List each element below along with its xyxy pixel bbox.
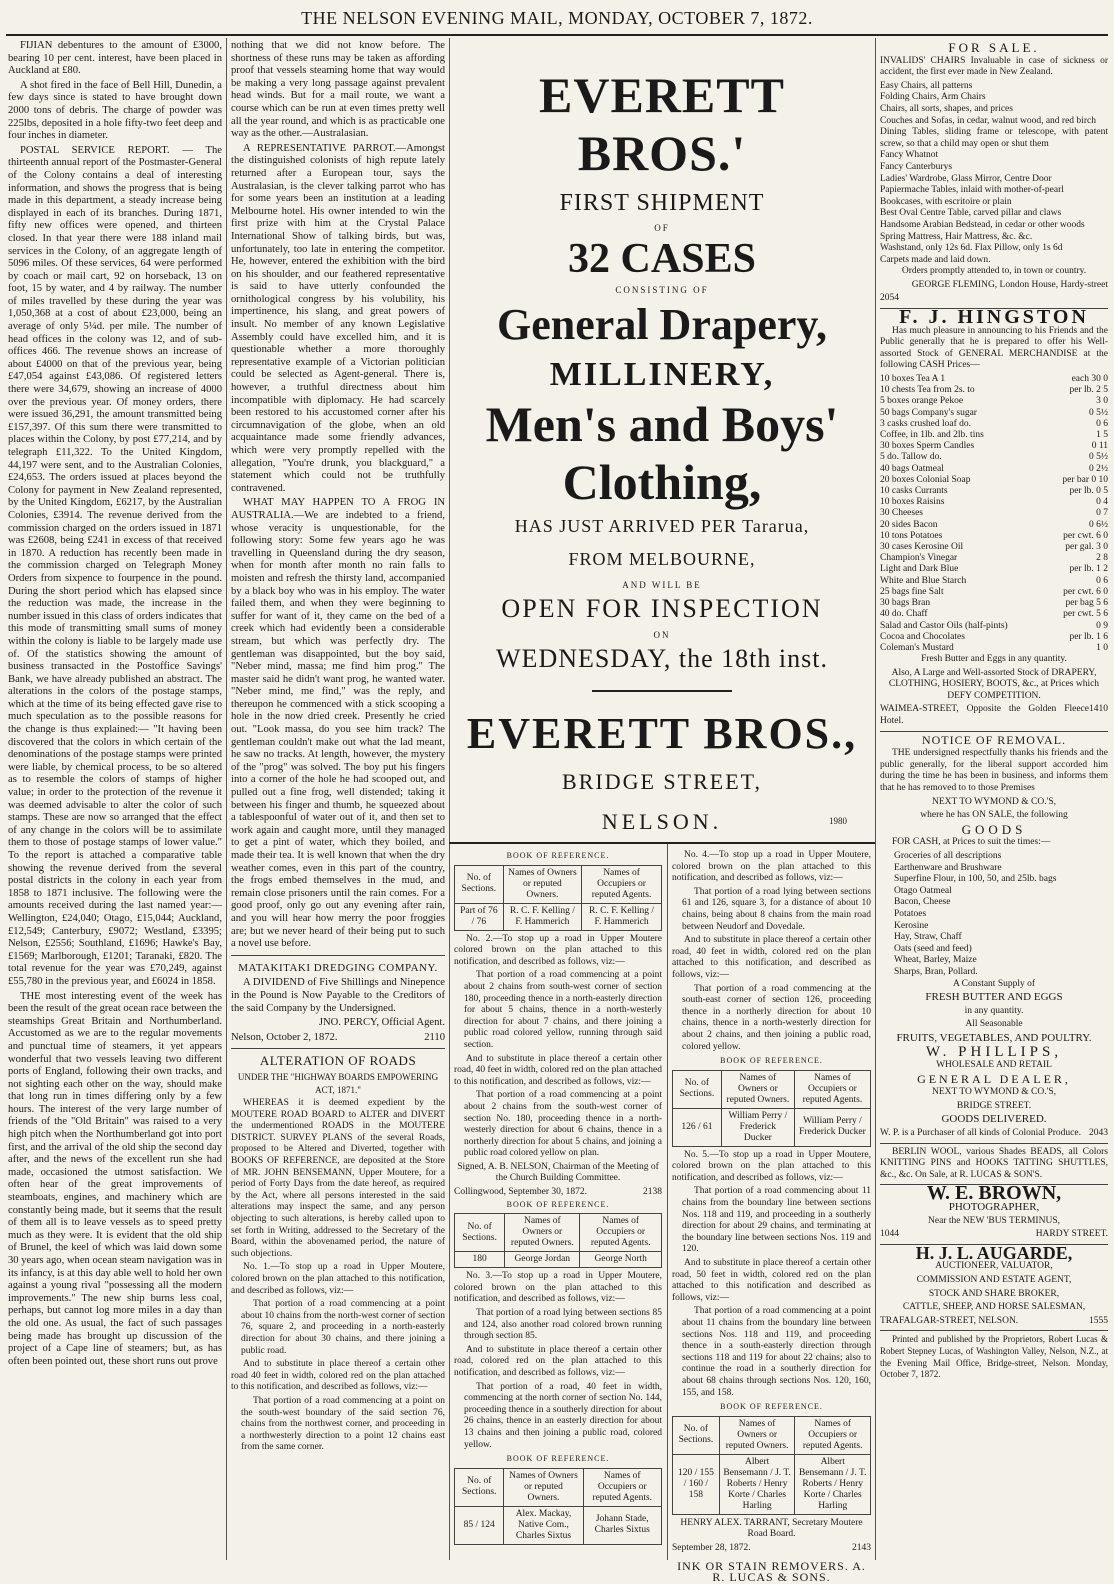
list-item: Fancy Canterburys [880, 161, 953, 172]
road-no4-substitute: And to substitute in place thereof a certain other road, 40 feet in width, colored red on the plan attached to this notification, and described as follows, viz:— [672, 935, 871, 980]
price-item: 10 boxes Raisins [880, 497, 945, 508]
hingston-fresh: Fresh Butter and Eggs in any quantity. [921, 654, 1067, 665]
price-value: 0 9 [1096, 620, 1108, 631]
price-row [880, 497, 1108, 508]
table-row: 180 George Jordan George North [455, 1252, 662, 1268]
list-item: Fancy Whatnot [880, 150, 939, 161]
removal-fruits: FRUITS, VEGETABLES, AND POULTRY. [896, 1031, 1092, 1044]
column-divider [449, 38, 450, 1560]
ad-town: NELSON. [601, 809, 723, 834]
price-row [880, 385, 1108, 396]
price-value: 3 0 [1096, 396, 1108, 407]
ad-street: BRIDGE STREET, [562, 769, 762, 794]
price-item: 25 bags fine Salt [880, 586, 944, 597]
alteration-title: ALTERATION OF ROADS [259, 1053, 417, 1069]
price-row [880, 553, 1108, 564]
removal-butter: FRESH BUTTER AND EGGS [925, 991, 1063, 1004]
article-frog: WHAT MAY HAPPEN TO A FROG IN AUSTRALIA.—We are indebted to a friend, whose veracity is unquestionable, for the following story: Some few years ago he was travelling in Queensland during the dry season, when for month after month no rain falls to moisten and refresh the thirsty land, accompanied by a black boy who was in his employ. The water failed them, and when they were beginning to suffer for want of it, they came on the bed of a creek which had evidently been a considerable stream, but which was perfectly dry. The gentleman was disappointed, but the boy said, "Neber mind, massa; me find him prog." The master said he didn't want prog, he wanted water. "Neber mind, me find," was the reply, and thereupon he commenced with a stick scooping a hole in the now dried creek. Presently he cried out. "Look massa, do you see him track? The gentleman couldn't make out what the lad meant, he saw no tracks. At length, however, the mystery of the "prog" was solved. The boy put his fingers into a corner of the hole he had scooped out, and pulled out a fine frog, well distended; taking it between his finger and thumb, he squeezed about a tablespoonful of water out of it, and then set to work again and caught more, until they managed to get a pint of water, which they boiled, and made their tea. It is well known that when the dry weather comes, even in this part of the country, the frogs embed themselves in the mud, and remain close prisoners until the rain comes. For a good proof, only go out any evening after rain, and you will hear how merry the poor froggies are; but we never heard of their being put to such a novel use before. [231, 497, 445, 950]
price-value: per cwt. 6 0 [1063, 530, 1108, 541]
price-row [880, 475, 1108, 486]
hingston-address: WAIMEA-STREET, Opposite the Golden Fleece Hotel. [880, 704, 1089, 727]
price-item: 50 bags Company's sugar [880, 407, 977, 418]
road-no2-substitute: And to substitute in place thereof a certain other road, 40 feet in width, colored red on the plan attached to this notification, and described as follows, viz:— [454, 1053, 662, 1087]
removal-quantity: in any quantity. [964, 1005, 1024, 1016]
hingston-body: Has much pleasure in announcing to his Friends and the Public generally that he is prepared to offer his Well-assorted Stock of GENERAL MERCHANDISE at the following CASH Prices— [880, 325, 1108, 371]
alteration-body: WHEREAS it is deemed expedient by the MOUTERE ROAD BOARD to ALTER and DIVERT the undermentioned ROADS in the MOUTERE DISTRICT. SURVEY PLANS of the several Roads, proposed to be Altered and Diverted, together with BOOKS OF REFERENCE, are deposited at the Store of MR. JOHN BENSEMANN, Upper Moutere, for a period of Forty Days from the date hereof, as required by the Act, where all persons interested in the said alterations may inspect the same, and any person objecting to such alterations, is hereby called upon to set forth in Writing, addressed to the Secretary of the Board, within the abovenamed period, the nature of such objections. [231, 1098, 445, 1259]
removal-cash: FOR CASH, at Prices to suit the times:— [892, 837, 1051, 848]
road-no2-newroad: That portion of a road commencing at a point about 2 chains from the south-west corner of section No. 180, proceeding thence in a north-westerly direction for about 6 chains, thence in a northerly direction for about 5 chains, and joining a public road colored yellow on plan. [464, 1090, 662, 1159]
price-value: 0 6½ [1089, 519, 1108, 530]
price-item: Coleman's Mustard [880, 642, 954, 653]
augarde-name: H. J. L. AUGARDE, [915, 1242, 1073, 1263]
masthead: THE NELSON EVENING MAIL, MONDAY, OCTOBER 7, 1872. [301, 8, 813, 28]
book-reference-heading: BOOK OF REFERENCE. [506, 851, 610, 860]
road-no4-newroad: That portion of a road commencing at the south-east corner of section 126, proceeding thence in a northerly direction for about 10 chains, thence in a north-westerly direction for about 2 chains, and then joining a public road, colored yellow. [682, 983, 871, 1052]
hingston-title: F. J. HINGSTON [899, 306, 1089, 329]
removal-body: THE undersigned respectfully thanks his friends and the public generally, for the liberal support accorded him during the time he has been in business, and informs them that he has removed to to those Premises [880, 748, 1108, 794]
price-row [880, 587, 1108, 598]
road-no3-portion: That portion of a road lying between sections 85 and 124, also another road colored brown running through section 85. [464, 1308, 662, 1342]
article-fijian: FIJIAN debentures to the amount of £3000, bearing 10 per cent. interest, have been placed in Auckland at £80. [8, 40, 222, 77]
removal-heading: NOTICE OF REMOVAL. [921, 732, 1067, 747]
phillips-name: W. PHILLIPS, [925, 1043, 1063, 1060]
price-value: 0 6 [1096, 575, 1108, 586]
ad-arrived: HAS JUST ARRIVED PER Tararua, [514, 516, 810, 536]
list-item: Dining Tables, sliding frame or telescope, with patent screw, so that a child may open or shut them [880, 127, 1108, 149]
price-row [880, 374, 1108, 385]
imprint: Printed and published by the Proprietors, Robert Lucas & Robert Stepney Lucas, of Washington Valley, Nelson, N.Z., at the Evening Mail Office, Bridge-street, Nelson. Monday, October 7, 1872. [880, 1334, 1108, 1380]
price-item: 20 boxes Colonial Soap [880, 474, 971, 485]
mataki-date: Nelson, October 2, 1872. [231, 1031, 338, 1043]
price-row [880, 542, 1108, 553]
price-row [880, 632, 1108, 643]
for-sale-list [880, 81, 1108, 267]
price-row [880, 643, 1108, 654]
reference-table-3: No. of Sections. Names of Owners or reputed Owners. Names of Occupiers or reputed Agents. 85 / 124 Alex. Mackay, Native Com., Charles Sixtus Johann Stade, Charles Sixtus [454, 1468, 662, 1545]
column-divider [667, 843, 668, 1560]
reference-table-4: No. of Sections. Names of Owners or reputed Owners. Names of Occupiers or reputed Agents. 126 / 61 William Perry / Frederick Ducker William Perry / Frederick Ducker [672, 1070, 871, 1147]
list-item: Easy Chairs, all patterns [880, 80, 973, 91]
removal-seasonable: All Seasonable [965, 1019, 1023, 1030]
price-item: Salad and Castor Oils (half-pints) [880, 620, 1008, 631]
list-item: Carpets made and laid down. [880, 254, 991, 265]
signature-2: HENRY ALEX. TARRANT, Secretary Moutere Road Board. [680, 1517, 863, 1540]
price-row [880, 464, 1108, 475]
ad-consisting: CONSISTING OF [615, 285, 709, 295]
phillips-general-dealer: GENERAL DEALER, [917, 1071, 1071, 1086]
price-value: 0 2½ [1089, 463, 1108, 474]
book-reference-heading: BOOK OF REFERENCE. [506, 1199, 610, 1209]
road-no3: No. 3.—To stop up a road in Upper Moutere, colored brown on the plan attached to this notification, and described as follows, viz:— [454, 1271, 662, 1305]
masthead-rule [6, 34, 1108, 36]
price-value: each 30 0 [1071, 374, 1108, 385]
phillips-number: 2043 [1089, 1128, 1108, 1139]
price-item: 30 boxes Sperm Candles [880, 441, 975, 452]
price-item: 10 boxes Tea A 1 [880, 374, 946, 385]
price-row [880, 508, 1108, 519]
price-row [880, 408, 1108, 419]
price-value: per lb. 1 6 [1069, 631, 1108, 642]
road-no4-portion: That portion of a road lying between sections 61 and 126, square 3, for a distance of about 10 chains, being about 8 chains from the main road between Neudorf and Dovedale. [682, 886, 871, 932]
reference-table-5: No. of Sections. Names of Owners or reputed Owners. Names of Occupiers or reputed Agents. 120 / 155 / 160 / 158 Albert Bensemann / J. T. Roberts / Henry Korte / Charles Harling Albert Bensemann / J. T. Roberts / Henry Korte / Charles Harling [672, 1416, 871, 1515]
table-row: 120 / 155 / 160 / 158 Albert Bensemann / J. T. Roberts / Henry Korte / Charles Harling Albert Bensemann / J. T. Roberts / Henry Korte / Charles Harling [673, 1454, 871, 1514]
for-sale-signature: GEORGE FLEMING, London House, Hardy-street [911, 279, 1108, 290]
ad-from-melbourne: FROM MELBOURNE, [568, 549, 756, 569]
book-reference-heading: BOOK OF REFERENCE. [720, 1056, 823, 1066]
price-item: 10 chests Tea from 2s. to [880, 385, 975, 396]
table-row: Part of 76 / 76 R. C. F. Kelling / F. Hammerich R. C. F. Kelling / F. Hammerich [455, 903, 662, 930]
price-item: Champion's Vinegar [880, 553, 958, 564]
list-item: Papiermache Tables, inlaid with mother-of-pearl [880, 185, 1064, 196]
removal-goods-list [880, 851, 1108, 979]
price-value: 1 5 [1096, 430, 1108, 441]
signature-2-number: 2143 [852, 1542, 871, 1553]
for-sale-heading: FOR SALE. [948, 40, 1040, 55]
list-item: Couches and Sofas, in cedar, walnut wood, and red birch [880, 115, 1096, 126]
berlin-wool: BERLIN WOOL, various Shades BEADS, all Colors KNITTING PINS and HOOKS TATTING SHUTTLES, &c., &c. On Sale, at R. LUCAS & SON'S. [880, 1146, 1108, 1180]
brown-street: HARDY STREET. [1035, 1229, 1108, 1240]
signature-1-number: 2138 [643, 1187, 662, 1198]
ad-on: ON [653, 630, 671, 640]
book-reference-heading: BOOK OF REFERENCE. [720, 1402, 823, 1412]
list-item: Bacon, Cheese [894, 897, 951, 908]
augarde-number: 1555 [1089, 1315, 1108, 1326]
table-row: 85 / 124 Alex. Mackay, Native Com., Charles Sixtus Johann Stade, Charles Sixtus [455, 1506, 662, 1544]
price-value: 0 11 [1091, 441, 1108, 452]
book-reference-heading: BOOK OF REFERENCE. [506, 1454, 610, 1464]
hingston-also: Also, A Large and Well-assorted Stock of DRAPERY, CLOTHING, HOSIERY, BOOTS, &c., at Prices which DEFY COMPETITION. [888, 667, 1100, 701]
mataki-body: A DIVIDEND of Five Shillings and Ninepence in the Pound is Now Payable to the Creditors of the said Company by the Undersigned. [231, 977, 445, 1014]
price-row [880, 452, 1108, 463]
table-row: 126 / 61 William Perry / Frederick Ducker William Perry / Frederick Ducker [673, 1108, 871, 1146]
brown-name: W. E. BROWN, [926, 1182, 1062, 1205]
list-item: Groceries of all descriptions [894, 851, 1002, 862]
list-item: Superfine Flour, in 100, 50, and 25lb. bags [894, 874, 1057, 885]
price-row [880, 520, 1108, 531]
list-item: Folding Chairs, Arm Chairs [880, 92, 986, 103]
price-item: 40 do. Chaff [880, 609, 928, 620]
removal-goods: GOODS [961, 821, 1027, 837]
alteration-no1: No. 1.—To stop up a road in Upper Moutere, colored brown on the plan attached to this notification, and described as follows, viz:— [231, 1262, 445, 1296]
price-item: 5 do. Tallow do. [880, 452, 942, 463]
ad-millinery: MILLINERY, [549, 356, 775, 393]
price-value: per cwt. 6 0 [1063, 586, 1108, 597]
alteration-no1-substitute: And to substitute in place thereof a certain other road 40 feet in width, colored red on the plan attached to this notification, and described as follows, viz:— [231, 1359, 445, 1393]
article-ocean-race: THE most interesting event of the week has been the result of the great ocean race between the steamships Great Britain and Northumberland. Accustomed as we are to the regular movements and punctual time of steamers, it yet appears wonderful that two vessels leaving two different ports of England, following their own tracks, and not sighting each other on the way, should make that long run in times differing only by a few hours. The interest of the very large number of friends of the "Old Britain" was raised to a very high pitch when the Northumberland got into port first, and the arrival of the old ship the second day after, and the news of the excellent run she had made, occasioned the utmost satisfaction. We often hear of the great improvements of steamboats, engines, and machinery which are constantly being made, but it seems that the result of them all is to leave vessels as to speed pretty much as they were. It is evident that the old ship of Brunel, the keel of which was laid down some 30 years ago, when ocean steam navigation was in its infancy, is at this day able well to hold her own against a young rival "possessing all the modern improvements." The new ship burns less coal, perhaps, but cannot log more miles in a day than the old one. As usual, the fact of such passages being made has brought up discussion of the project of a Cape line of steamers; but, as has often been pointed out, these short runs out prove [8, 990, 222, 1367]
price-row [880, 531, 1108, 542]
article-postal-report: POSTAL SERVICE REPORT. — The thirteenth annual report of the Postmaster-General of the Colony contains a deal of interesting information, and shows the progress that is being made in this department, a steady increase being displayed in each of its branches. During 1871, fifty new offices were opened, and thirteen closed. In that year there were 188 inland mail services in the Colony, of an aggregate length of 5096 miles. Of these services, 64 were performed by coach or mail cart, 92 on horseback, 13 on foot, 15 by water, and 4 by railway. The number of miles travelled by these during the year was 1,050,368 at a cost of about £23,000, being an average of only 5¼d. per mile. The number of head offices in the colony was 12, and of sub-offices 466. The revenue shows an increase of about £4000 on that of the previous year, being £47,054 against £43,086. Of registered letters there were 34,679, showing an increase of 4000 over the previous year. Of money orders, there were issued 36,291, the amount transmitted being £157,397. Of this sum there were transmitted to places within the Colony, by post £77,214, and by telegraph £11,322. To the United Kingdom, 44,197 were sent, and to the Australian Colonies, £24,653. The orders issued at places beyond the Colony for payment in New Zealand represented, by the United Kingdom, £6217, by the Australian Colonies, £3914. The revenue derived from the commission charged on the orders issued in 1871 was £2608, being £241 in excess of that received in 1870. A reduction has recently been made in the commission charged on Telegraph Money Orders from sixpence to fourpence in the pound. During the short period which has elapsed since the reduction was made, the increase in the number issued in this class of orders indicates that this mode of transmitting small sums of money within the colony is liable to be largely made use of. Of the statistics showing the amount of business transacted in the Postoffice Savings' Bank, we have already published an abstract. The alterations in the colors of the postage stamps, which at the time of its being effected gave rise to much speculation as to the possible reasons for the change is thus explained:— "It having been discovered that the colors in which certain of the denominations of the postage stamps were printed were liable, by chemical process, to be so altered as to resemble the colors of stamps of higher value; in order to the protection of the revenue it was deemed advisable to alter the color of such stamps. These are now so arranged that the effect of any change in the colors will be to assimilate them to those of postage stamps of lower value." To the report is attached a comparative table showing the revenue derived from the several postal districts in the colony in each year from 1858 to 1871 inclusive. The following were the amounts received during the last named year:—Wellington, £24,040; Otago, £15,044; Auckland, £12,549; Canterbury, £9072; Westland, £3395; Nelson, £2556; Southland, £1696; Hawke's Bay, £1569; Marlborough, £1201; Taranaki, £820. The total revenue for the year was £70,249, against £55,780 in the previous year, and £6024 in 1858. [8, 144, 222, 987]
column-divider [226, 38, 227, 1560]
phillips-purchaser: W. P. is a Purchaser of all kinds of Colonial Produce. [880, 1128, 1081, 1139]
column-divider [875, 38, 876, 1560]
list-item: Best Oval Centre Table, carved pillar and claws [880, 208, 1062, 219]
price-value: 1 0 [1096, 642, 1108, 653]
price-value: per lb. 0 5 [1069, 486, 1108, 497]
road-no5-portion: That portion of a road commencing about 11 chains from the boundary line between sections Nos. 118 and 119, and proceeding in a southerly direction for about 29 chains, and terminating at the boundary line between sections Nos. 119 and 120. [682, 1186, 871, 1255]
road-no5-substitute: And to substitute in place thereof a certain other road, 50 feet in width, colored red on the plan attached to this notification and described as follows, viz:— [672, 1258, 871, 1303]
ad-clothing-line2: Clothing, [562, 454, 762, 510]
reference-table-1: No. of Sections. Names of Owners or reputed Owners. Names of Occupiers or reputed Agents. Part of 76 / 76 R. C. F. Kelling / F. Hammerich R. C. F. Kelling / F. Hammerich [454, 865, 662, 931]
augarde-line4: CATTLE, SHEEP, AND HORSE SALESMAN, [902, 1302, 1086, 1313]
list-item: Handsome Arabian Bedstead, in cedar or other woods [880, 219, 1085, 230]
removal-on-sale: where he has ON SALE, the following [920, 810, 1068, 821]
list-item: Spring Mattress, Hair Mattress, &c. &c. [880, 231, 1033, 242]
ad-date: WEDNESDAY, the 18th inst. [496, 644, 828, 673]
price-item: White and Blue Starch [880, 575, 967, 586]
road-no3-substitute: And to substitute in place thereof a certain other road, colored red on the plan attached to this notification, and described as follows, viz:— [454, 1344, 662, 1378]
augarde-line1: AUCTIONEER, VALUATOR, [935, 1261, 1053, 1272]
ad-of: OF [654, 223, 670, 233]
price-row [880, 486, 1108, 497]
list-item: Potatoes [894, 908, 927, 919]
price-value: 0 5½ [1089, 407, 1108, 418]
ad-drapery: General Drapery, [497, 300, 827, 349]
list-item: Hay, Straw, Chaff [894, 932, 962, 943]
augarde-address: TRAFALGAR-STREET, NELSON. [880, 1315, 1019, 1326]
column-right [880, 40, 1108, 1560]
list-item: Bookcases, with escritoire or plain [880, 196, 1012, 207]
price-value: per lb. 1 2 [1069, 564, 1108, 575]
price-value: per gal. 3 0 [1065, 542, 1108, 553]
for-sale-number: 2054 [880, 293, 899, 304]
column-2 [231, 40, 445, 1560]
price-item: 3 casks crushed loaf do. [880, 418, 972, 429]
alteration-no1-portion: That portion of a road commencing at a point about 10 chains from the north-west corner of section 76, square 2, and proceeding in a north-easterly direction for about 30 chains, and there joining a public road. [241, 1299, 445, 1356]
price-row [880, 396, 1108, 407]
road-no2: No. 2.—To stop up a road in Upper Moutere colored brown on the plan attached to this notification, and described as follows, viz:— [454, 933, 662, 967]
column-1 [8, 40, 222, 1560]
list-item: Washstand, only 12s 6d. Flax Pillow, only 1s 6d [880, 243, 1063, 254]
price-row [880, 621, 1108, 632]
phillips-wholesale: WHOLESALE AND RETAIL [936, 1060, 1052, 1071]
price-row [880, 576, 1108, 587]
brown-address: Near the NEW 'BUS TERMINUS, [928, 1215, 1060, 1226]
mataki-title: MATAKITAKI DREDGING COMPANY. [238, 961, 438, 974]
price-row [880, 609, 1108, 620]
road-notices-right [672, 850, 871, 1584]
article-bell-hill: A shot fired in the face of Bell Hill, Dunedin, a few days since is stated to have brought down 2000 tons of debris. The charge of powder was 225lbs, deposited in a hole fifty-two feet deep and four inches in diameter. [8, 79, 222, 142]
signature-1-date: Collingwood, September 30, 1872. [454, 1187, 587, 1198]
invalids-chairs: INVALIDS' CHAIRS Invaluable in case of sickness or accident, the first ever made in New Zealand. [880, 55, 1108, 78]
road-no5-newroad: That portion of a road commencing at a point about 11 chains from the boundary line between sections Nos. 118 and 119, and proceeding thence in a south-easterly direction through sections 118 and 119 for about 22 chains; also to continue the road in a southerly direction for about 68 chains through sections Nos. 120, 160, 155, and 158. [682, 1306, 871, 1398]
price-item: Light and Dark Blue [880, 564, 959, 575]
augarde-line2: COMMISSION AND ESTATE AGENT, [916, 1275, 1072, 1286]
brown-number: 1044 [880, 1229, 899, 1240]
price-value: per bar 0 10 [1062, 474, 1108, 485]
price-item: 30 cases Kerosine Oil [880, 542, 964, 553]
road-no3-newroad: That portion of a road, 40 feet in width, commencing at the north corner of section No. 144, proceeding thence in a southerly direction for about 26 chains, thence in an easterly direction for about 13 chains and then joining a public road, colored yellow. [464, 1381, 662, 1450]
price-value: 0 4 [1096, 497, 1108, 508]
mataki-number: 2110 [424, 1031, 445, 1043]
removal-next-to: NEXT TO WYMOND & CO.'S, [932, 796, 1056, 807]
list-item: Earthenware and Brushware [894, 862, 1002, 873]
price-item: 10 tons Potatoes [880, 530, 943, 541]
price-row [880, 441, 1108, 452]
signature-1: Signed, A. B. NELSON, Chairman of the Meeting of the Church Building Committee. [457, 1161, 659, 1184]
price-value: 0 5½ [1089, 452, 1108, 463]
article-continued: nothing that we did not know before. The shortness of these runs may be taken as affording proof that vessels steaming home that way would be making a very long passage against prevalent head winds. But for a mail route, we want a course which can be run at even times pretty well all the year round, and which is as practicable one way as the other.—Australasian. [231, 40, 445, 140]
hingston-number: 1410 [1089, 704, 1108, 715]
brown-photographer: PHOTOGRAPHER, [948, 1201, 1040, 1214]
price-value: 2 8 [1096, 553, 1108, 564]
price-item: 10 casks Currants [880, 486, 948, 497]
road-no5: No. 5.—To stop up a road in Upper Moutere, colored brown on the plan attached to this notification, and described as follows, viz:— [672, 1149, 871, 1183]
phillips-next-to: NEXT TO WYMOND & CO.'S, [932, 1087, 1056, 1098]
alteration-no1-newroad: That portion of a road commencing at a point on the south-west boundary of the said section 76, chains from the northwest corner, and proceeding in a northwesterly direction to a point 12 chains east from the same corner. [241, 1395, 445, 1453]
price-row [880, 430, 1108, 441]
price-item: 30 Cheeses [880, 508, 924, 519]
price-value: per lb. 2 5 [1069, 385, 1108, 396]
price-row [880, 419, 1108, 430]
alteration-subtitle: UNDER THE "HIGHWAY BOARDS EMPOWERING ACT, 1871." [237, 1071, 439, 1095]
list-item: Kerosine [894, 920, 929, 931]
list-item: Chairs, all sorts, shapes, and prices [880, 103, 1013, 114]
road-notices-left [454, 850, 662, 1560]
price-value: 0 7 [1096, 508, 1108, 519]
ad-cases: 32 CASES [568, 236, 756, 282]
ad-clothing-line1: Men's and Boys' [485, 396, 839, 452]
list-item: Ladies' Wardrobe, Glass Mirror, Centre Door [880, 173, 1052, 184]
hingston-price-list [880, 374, 1108, 654]
reference-table-2: No. of Sections. Names of Owners or reputed Owners. Names of Occupiers or reputed Agents. 180 George Jordan George North [454, 1213, 662, 1268]
ad-number: 1980 [829, 816, 847, 826]
ad-will-be: AND WILL BE [622, 580, 702, 590]
removal-constant: A Constant Supply of [952, 978, 1036, 989]
ad-open: OPEN FOR INSPECTION [501, 594, 823, 623]
road-no2-portion: That portion of a road commencing at a point about 2 chains from south-west corner of section 180, proceeding thence in a north-easterly direction for about 5 chains, thence in a north-westerly direction for about 7 chains, and there joining a public road colored yellow, running through said section. [464, 970, 662, 1050]
price-row [880, 564, 1108, 575]
for-sale-orders: Orders promptly attended to, in town or country. [901, 266, 1087, 277]
price-row [880, 598, 1108, 609]
price-value: per bag 5 6 [1065, 598, 1108, 609]
price-value: 0 6 [1096, 418, 1108, 429]
everett-advertisement [453, 40, 871, 840]
price-item: Coffee, in 1lb. and 2lb. tins [880, 430, 984, 441]
list-item: Sharps, Bran, Pollard. [894, 966, 978, 977]
ad-first-shipment: FIRST SHIPMENT [559, 190, 765, 216]
price-value: per cwt. 5 6 [1063, 609, 1108, 620]
list-item: Oats (seed and feed) [894, 943, 972, 954]
road-no4: No. 4.—To stop up a road in Upper Moutere, colored brown on the plan attached to this notification, and described as follows, viz:— [672, 850, 871, 884]
price-item: 30 bags Bran [880, 598, 931, 609]
ink-removers: INK OR STAIN REMOVERS. A. R. LUCAS & SONS. [677, 1558, 866, 1584]
signature-2-date: September 28, 1872. [672, 1542, 751, 1553]
price-item: 20 sides Bacon [880, 519, 938, 530]
ad-firm-name-2: EVERETT BROS., [466, 709, 858, 758]
ad-firm-name: EVERETT BROS.' [539, 67, 785, 181]
phillips-delivered: GOODS DELIVERED. [941, 1113, 1047, 1126]
article-parrot: A REPRESENTATIVE PARROT.—Amongst the distinguished colonists of high repute lately returned after a European tour, says the Australasian, is the clever talking parrot who has for some years been an institution at a leading Melbourne hotel. His owner intended to win the first prize with him at the Crystal Palace International Show of talking birds, but was, unfortunately, too late in entering the competitor. He, however, entered the exhibition with the bird on his shoulder, and our feathered representative is said to have utterly confounded the ornithological congress by his volubility, his impertinence, his slang, and great powers of insult. No member of any known Legislative Assembly could have excelled him, and it is questionable whether a more thoroughly representative example of a Victorian politician could be selected as Agent-general. There is, however, a truthful directness about him incompatible with diplomacy. He had scarcely been restored to his accustomed corner after his circumnavigation of the globe, when an old acquaintance made some friendly advances, which were very promptly repelled with the allegation, "You're drunk, you blackguard," a statement which could not be truthfully contravened. [231, 142, 445, 494]
phillips-street: BRIDGE STREET. [956, 1100, 1032, 1111]
price-item: 5 boxes orange Pekoe [880, 396, 964, 407]
augarde-line3: STOCK AND SHARE BROKER, [928, 1288, 1060, 1299]
price-item: Cocoa and Chocolates [880, 631, 965, 642]
price-item: 40 bags Oatmeal [880, 463, 944, 474]
list-item: Otago Oatmeal [894, 885, 952, 896]
list-item: Wheat, Barley, Maize [894, 955, 977, 966]
mataki-signature: JNO. PERCY, Official Agent. [318, 1017, 445, 1029]
